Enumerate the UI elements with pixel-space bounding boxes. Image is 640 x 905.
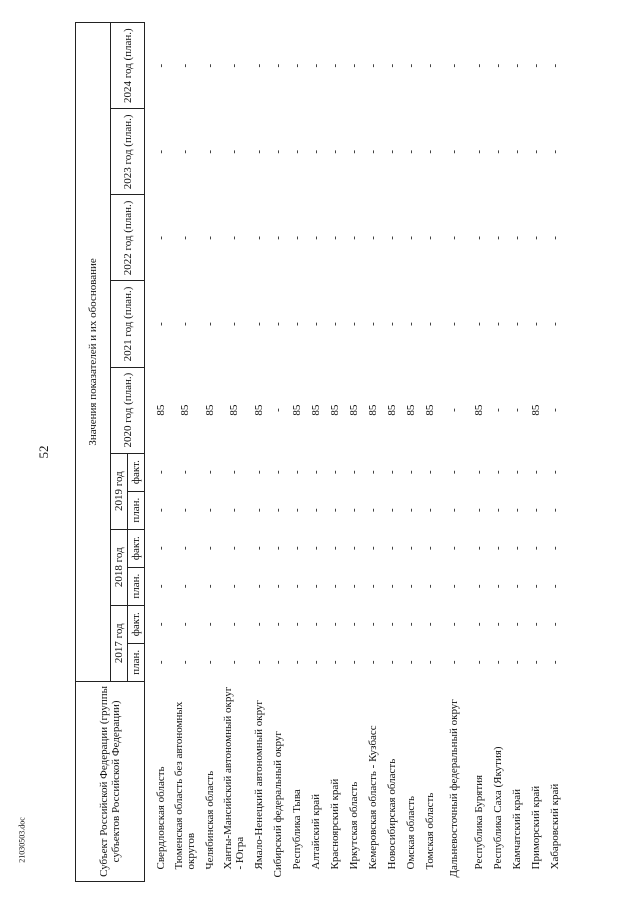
year-header-2022: 2022 год (план.) (111, 195, 145, 281)
subject-name-cell: Челябинская область (203, 770, 216, 870)
value-cell: - (366, 622, 379, 627)
value-cell: - (203, 508, 216, 512)
value-cell: - (203, 150, 216, 154)
value-cell: - (385, 236, 398, 240)
value-cell: - (328, 63, 341, 68)
value-cell: - (423, 622, 436, 627)
year-header-2023: 2023 год (план.) (111, 109, 145, 195)
value-cell: - (366, 470, 379, 474)
value-cell: 85 (228, 404, 240, 416)
value-cell: - (154, 660, 167, 665)
value-cell: - (366, 508, 379, 512)
value-cell: - (328, 150, 341, 154)
value-cell: - (203, 622, 216, 627)
value-cell: 85 (472, 404, 485, 416)
fact-header: факт. (128, 529, 145, 567)
year-header-2017: 2017 год (111, 605, 128, 681)
value-cell: - (423, 322, 436, 326)
subject-name-cell: Томская область (423, 792, 436, 870)
value-cell: - (179, 584, 191, 589)
value-cell: - (404, 508, 417, 512)
value-cell: 85 (529, 404, 542, 416)
value-cell: - (448, 322, 460, 326)
value-cell: - (252, 470, 265, 474)
value-cell: - (179, 660, 191, 665)
value-cell: - (179, 150, 191, 154)
value-cell: - (179, 622, 191, 627)
year-header-2018: 2018 год (111, 529, 128, 605)
value-cell: - (347, 470, 360, 474)
value-cell: - (154, 622, 167, 627)
value-cell: - (290, 584, 303, 589)
table-row (488, 23, 507, 882)
value-cell: - (228, 584, 240, 589)
value-cell: - (154, 584, 167, 589)
value-cell: - (179, 236, 191, 240)
table-row (170, 23, 200, 882)
subject-name-cell: Камчатский край (510, 789, 523, 870)
value-cell: - (385, 660, 398, 665)
table-row (344, 23, 363, 882)
value-cell: - (404, 236, 417, 240)
table-row (469, 23, 488, 882)
value-cell: - (290, 508, 303, 512)
subject-name-cell: Республика Саха (Якутия) (491, 746, 504, 870)
value-cell: - (404, 546, 417, 551)
value-cell: - (548, 546, 561, 551)
value-cell: - (548, 150, 561, 154)
value-cell: - (347, 508, 360, 512)
value-cell: - (309, 150, 322, 154)
value-cell: - (529, 322, 542, 326)
value-cell: - (472, 660, 485, 665)
value-cell: - (472, 63, 485, 68)
value-cell: - (252, 322, 265, 326)
value-cell: - (309, 584, 322, 589)
value-cell: 85 (366, 404, 379, 416)
table-row (325, 23, 344, 882)
value-cell: - (529, 584, 542, 589)
subject-column-header: Субъект Российской Федерации (группы субъектов Российской Федерации) (76, 681, 145, 881)
value-cell: - (423, 63, 436, 68)
subject-name-cell: Красноярский край (328, 778, 341, 870)
value-cell: - (385, 508, 398, 512)
value-cell: - (328, 546, 341, 551)
value-cell: - (252, 584, 265, 589)
table-row (151, 23, 170, 882)
indicator-table-sheet (75, 22, 595, 882)
value-cell: - (290, 150, 303, 154)
value-cell: - (203, 322, 216, 326)
value-cell: - (491, 322, 504, 326)
value-cell: - (529, 63, 542, 68)
value-cell: - (290, 236, 303, 240)
table-row (439, 23, 469, 882)
value-cell: - (328, 584, 341, 589)
value-cell: - (203, 236, 216, 240)
value-cell: - (309, 470, 322, 474)
value-cell: - (366, 150, 379, 154)
value-cell: - (510, 408, 523, 412)
value-cell: - (179, 63, 191, 68)
subject-name-cell: Приморский край (529, 785, 542, 870)
value-cell: - (203, 470, 216, 474)
subject-name-cell: Алтайский край (309, 793, 322, 870)
value-cell: - (347, 584, 360, 589)
value-cell: - (252, 508, 265, 512)
value-cell: - (347, 150, 360, 154)
subject-name-cell: Республика Тыва (290, 789, 303, 870)
value-cell: - (179, 470, 191, 474)
value-cell: - (510, 508, 523, 512)
value-cell: - (529, 660, 542, 665)
value-cell: 85 (347, 404, 360, 416)
value-cell: - (309, 508, 322, 512)
value-cell: - (203, 63, 216, 68)
subject-name-cell: Кемеровская область - Кузбасс (366, 725, 379, 870)
value-cell: - (385, 470, 398, 474)
value-cell: - (228, 660, 240, 665)
table-row (268, 23, 287, 882)
value-cell: - (271, 622, 284, 627)
table-row (545, 23, 564, 882)
year-header-2019: 2019 год (111, 453, 128, 529)
value-cell: - (347, 660, 360, 665)
value-cell: - (404, 584, 417, 589)
subject-name-cell: Тюменская область без автономных округов (173, 701, 197, 870)
fact-header: факт. (128, 605, 145, 643)
value-cell: - (271, 322, 284, 326)
value-cell: - (529, 150, 542, 154)
value-cell: 85 (252, 404, 265, 416)
value-cell: - (228, 63, 240, 68)
value-cell: - (271, 546, 284, 551)
table-row (363, 23, 382, 882)
value-cell: - (510, 236, 523, 240)
value-cell: 85 (385, 404, 398, 416)
value-cell: - (448, 508, 460, 512)
fact-header: факт. (128, 453, 145, 491)
value-cell: - (385, 622, 398, 627)
value-cell: 85 (179, 404, 191, 416)
subject-name-cell: Республика Бурятия (472, 774, 485, 870)
value-cell: - (203, 584, 216, 589)
value-cell: - (328, 622, 341, 627)
value-cell: - (252, 63, 265, 68)
value-cell: - (366, 322, 379, 326)
value-cell: - (347, 622, 360, 627)
indicator-table (75, 22, 564, 882)
value-cell: - (271, 63, 284, 68)
value-cell: 85 (290, 404, 303, 416)
value-cell: - (154, 470, 167, 474)
table-row (420, 23, 439, 882)
table-body (145, 23, 565, 882)
value-cell: - (404, 622, 417, 627)
value-cell: 85 (309, 404, 322, 416)
value-cell: 85 (404, 404, 417, 416)
values-header: Значения показателей и их обоснование (76, 23, 111, 682)
value-cell: - (271, 584, 284, 589)
value-cell: - (252, 236, 265, 240)
value-cell: - (423, 584, 436, 589)
value-cell: - (448, 150, 460, 154)
value-cell: - (472, 150, 485, 154)
value-cell: - (154, 546, 167, 551)
value-cell: - (472, 236, 485, 240)
table-row (219, 23, 249, 882)
table-row (526, 23, 545, 882)
value-cell: - (328, 508, 341, 512)
year-header-2020: 2020 год (план.) (111, 367, 145, 453)
subject-name-cell: Сибирский федеральный округ (271, 731, 284, 878)
value-cell: - (252, 546, 265, 551)
page-number: 52 (36, 445, 51, 459)
value-cell: - (290, 470, 303, 474)
value-cell: - (472, 322, 485, 326)
value-cell: - (448, 408, 460, 412)
value-cell: - (228, 236, 240, 240)
value-cell: - (510, 322, 523, 326)
table-row (306, 23, 325, 882)
value-cell: - (472, 470, 485, 474)
value-cell: - (309, 236, 322, 240)
value-cell: 85 (154, 404, 167, 416)
value-cell: - (529, 236, 542, 240)
value-cell: - (472, 584, 485, 589)
value-cell: - (548, 584, 561, 589)
value-cell: - (404, 63, 417, 68)
value-cell: - (423, 470, 436, 474)
value-cell: - (448, 660, 460, 665)
value-cell: - (328, 236, 341, 240)
table-row (249, 23, 268, 882)
value-cell: - (252, 660, 265, 665)
value-cell: - (548, 236, 561, 240)
value-cell: - (290, 546, 303, 551)
value-cell: - (548, 470, 561, 474)
value-cell: - (472, 546, 485, 551)
value-cell: - (366, 63, 379, 68)
year-header-2021: 2021 год (план.) (111, 281, 145, 367)
value-cell: - (385, 584, 398, 589)
plan-header: план. (128, 643, 145, 681)
value-cell: - (491, 622, 504, 627)
subject-name-cell: Иркутская область (347, 781, 360, 870)
value-cell: 85 (423, 404, 436, 416)
value-cell: - (491, 584, 504, 589)
value-cell: - (290, 322, 303, 326)
value-cell: - (154, 63, 167, 68)
value-cell: - (510, 584, 523, 589)
value-cell: - (491, 470, 504, 474)
value-cell: - (290, 622, 303, 627)
value-cell: - (309, 660, 322, 665)
value-cell: - (203, 660, 216, 665)
value-cell: - (347, 546, 360, 551)
value-cell: - (347, 236, 360, 240)
value-cell: - (423, 660, 436, 665)
value-cell: - (510, 150, 523, 154)
subject-name-cell: Омская область (404, 795, 417, 870)
value-cell: - (548, 508, 561, 512)
value-cell: - (423, 508, 436, 512)
value-cell: - (328, 322, 341, 326)
value-cell: - (309, 622, 322, 627)
value-cell: - (491, 546, 504, 551)
table-row (382, 23, 401, 882)
value-cell: - (271, 150, 284, 154)
value-cell: - (366, 584, 379, 589)
value-cell: - (423, 546, 436, 551)
plan-header: план. (128, 491, 145, 529)
value-cell: - (271, 470, 284, 474)
value-cell: - (548, 322, 561, 326)
subject-name-cell: Дальневосточный федеральный округ (448, 699, 460, 878)
value-cell: 85 (328, 404, 341, 416)
subject-name-cell: Ханты-Мансийский автономный округ - Югра (222, 686, 246, 870)
value-cell: - (510, 660, 523, 665)
value-cell: - (179, 322, 191, 326)
value-cell: - (510, 470, 523, 474)
value-cell: - (366, 236, 379, 240)
value-cell: - (491, 236, 504, 240)
table-row (401, 23, 420, 882)
value-cell: - (290, 660, 303, 665)
value-cell: - (385, 322, 398, 326)
value-cell: - (328, 470, 341, 474)
value-cell: - (510, 622, 523, 627)
value-cell: - (548, 660, 561, 665)
value-cell: - (309, 63, 322, 68)
subject-name-cell: Ямало-Ненецкий автономный округ (252, 700, 265, 870)
value-cell: - (347, 322, 360, 326)
document-code: 21030503.doc (17, 817, 27, 863)
value-cell: - (548, 408, 561, 412)
subject-name-cell: Новосибирская область (385, 758, 398, 870)
value-cell: - (228, 470, 240, 474)
value-cell: - (154, 322, 167, 326)
value-cell: - (290, 63, 303, 68)
value-cell: - (548, 63, 561, 68)
value-cell: - (271, 508, 284, 512)
value-cell: - (179, 546, 191, 551)
value-cell: - (448, 470, 460, 474)
value-cell: - (404, 660, 417, 665)
table-row (287, 23, 306, 882)
value-cell: - (423, 236, 436, 240)
value-cell: - (448, 546, 460, 551)
subject-name-cell: Хабаровский край (548, 783, 561, 870)
value-cell: - (472, 508, 485, 512)
value-cell: - (228, 322, 240, 326)
value-cell: - (252, 150, 265, 154)
value-cell: - (179, 508, 191, 512)
value-cell: - (309, 546, 322, 551)
value-cell: - (252, 622, 265, 627)
value-cell: - (228, 546, 240, 551)
value-cell: - (328, 660, 341, 665)
value-cell: - (404, 150, 417, 154)
year-header-2024: 2024 год (план.) (111, 23, 145, 109)
value-cell: 85 (203, 404, 216, 416)
value-cell: - (154, 508, 167, 512)
value-cell: - (228, 622, 240, 627)
value-cell: - (448, 584, 460, 589)
value-cell: - (491, 150, 504, 154)
value-cell: - (228, 150, 240, 154)
value-cell: - (510, 63, 523, 68)
value-cell: - (529, 546, 542, 551)
subject-name-cell: Свердловская область (154, 766, 167, 870)
value-cell: - (404, 470, 417, 474)
value-cell: - (529, 622, 542, 627)
value-cell: - (271, 660, 284, 665)
value-cell: - (154, 150, 167, 154)
value-cell: - (529, 470, 542, 474)
value-cell: - (385, 150, 398, 154)
value-cell: - (271, 236, 284, 240)
value-cell: - (203, 546, 216, 551)
value-cell: - (404, 322, 417, 326)
table-row (200, 23, 219, 882)
value-cell: - (448, 622, 460, 627)
value-cell: - (472, 622, 485, 627)
value-cell: - (491, 660, 504, 665)
value-cell: - (448, 236, 460, 240)
value-cell: - (448, 63, 460, 68)
value-cell: - (271, 408, 284, 412)
value-cell: - (385, 63, 398, 68)
value-cell: - (491, 508, 504, 512)
value-cell: - (347, 63, 360, 68)
value-cell: - (491, 408, 504, 412)
table-row (507, 23, 526, 882)
value-cell: - (510, 546, 523, 551)
value-cell: - (366, 546, 379, 551)
value-cell: - (548, 622, 561, 627)
value-cell: - (154, 236, 167, 240)
value-cell: - (385, 546, 398, 551)
value-cell: - (228, 508, 240, 512)
value-cell: - (529, 508, 542, 512)
value-cell: - (309, 322, 322, 326)
value-cell: - (423, 150, 436, 154)
plan-header: план. (128, 567, 145, 605)
value-cell: - (491, 63, 504, 68)
value-cell: - (366, 660, 379, 665)
